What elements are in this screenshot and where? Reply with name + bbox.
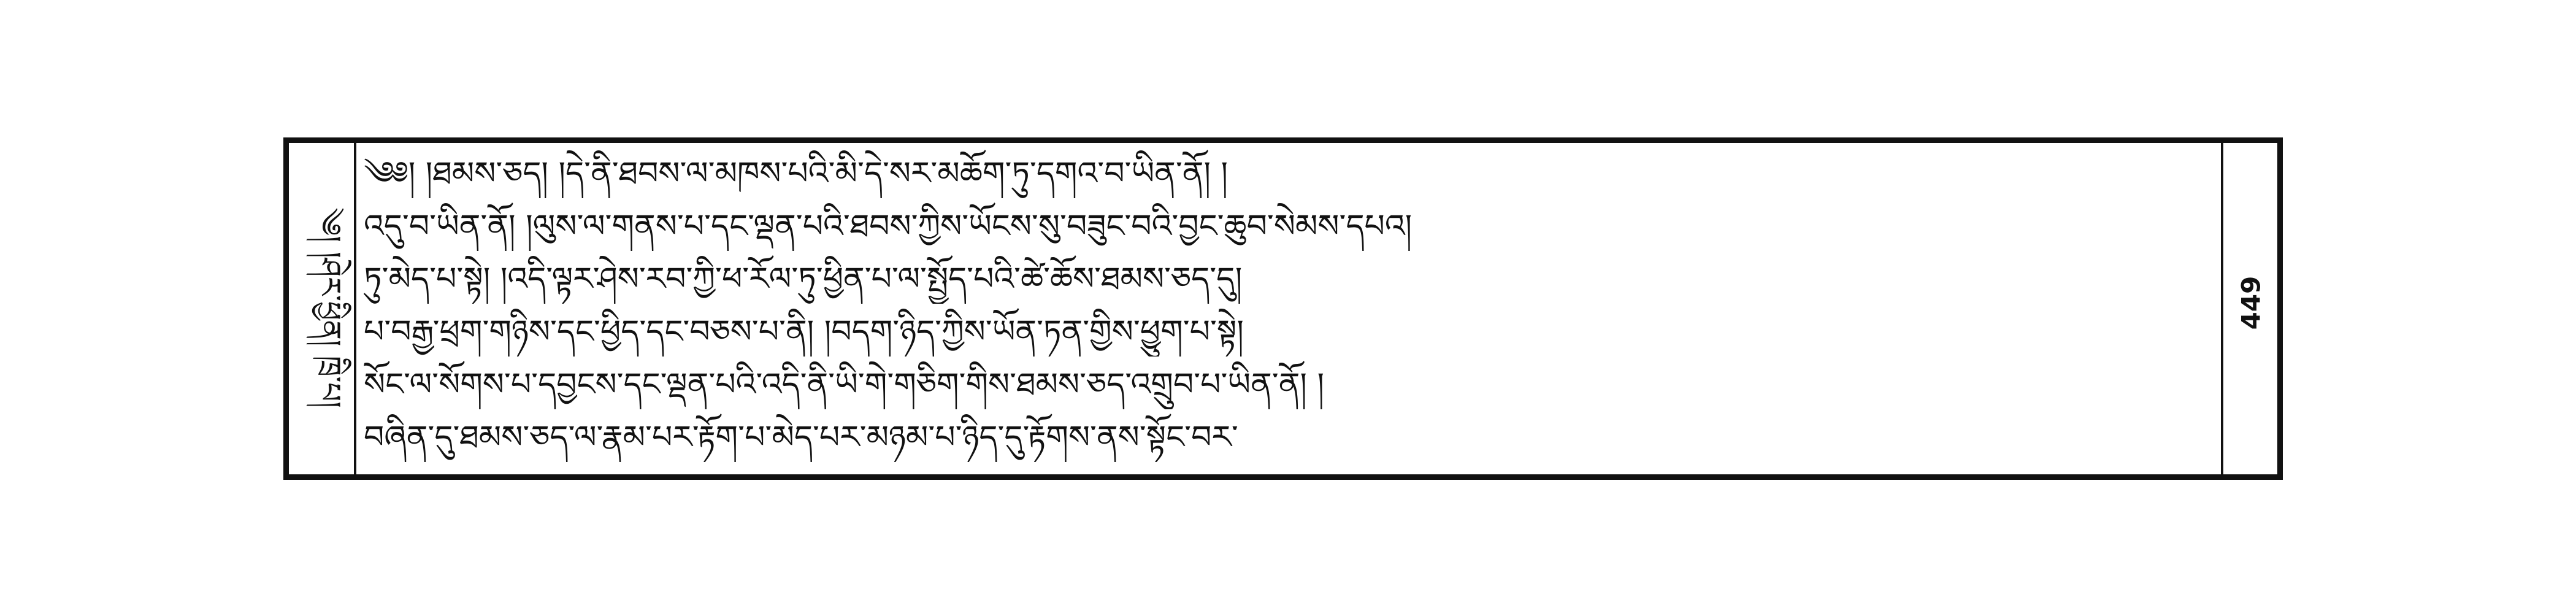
text-line-5: སོང་ལ་སོགས་པ་དབྱངས་དང་ལྡན་པའི་འདི་ནི་ཡི་གེ་གཅིག་གིས་ཐམས་ཅད་འགྲུབ་པ་ཡིན་ནོ། ། xyxy=(364,366,1325,403)
text-block xyxy=(364,149,2216,468)
margin-title xyxy=(294,154,349,461)
margin-title-text: ༄། །ཤེར་ཕྱིན། ཁྲི་པ། xyxy=(312,207,347,408)
text-line-1: ༄༅། །ཐམས་ཅད། །དེ་ནི་ཐབས་ལ་མཁས་པའི་མི་དེ་སར་མཆོག་ཏུ་དགའ་བ་ཡིན་ནོ། ། xyxy=(364,155,1229,192)
text-line-2: འདུ་བ་ཡིན་ནོ། །ལུས་ལ་གནས་པ་དང་ལྡན་པའི་ཐབས་ཀྱིས་ཡོངས་སུ་བཟུང་བའི་བྱང་ཆུབ་སེམས་དཔའ། xyxy=(364,208,1413,245)
right-margin xyxy=(2221,143,2277,474)
folio-frame xyxy=(283,137,2283,480)
left-margin xyxy=(289,143,356,474)
text-line-6: བཞིན་དུ་ཐམས་ཅད་ལ་རྣམ་པར་རྟོག་པ་མེད་པར་མཉམ་པ་ཉིད་དུ་རྟོགས་ནས་སྟོང་བར་ xyxy=(364,419,1238,456)
text-line-4: པ་བརྒྱ་ཕྲག་གཉིས་དང་ཕྱིད་དང་བཅས་པ་ནི། །བདག་ཉིད་ཀྱིས་ཡོན་ཏན་གྱིས་ཕྱུག་པ་སྟེ། xyxy=(364,314,1244,350)
page-number xyxy=(2229,260,2272,345)
text-line-3: ཏུ་མེད་པ་སྟེ། །འདི་ལྟར་ཤེས་རབ་ཀྱི་ཕ་རོལ་ཏུ་ཕྱིན་པ་ལ་སྤྱོད་པའི་ཚེ་ཆོས་ཐམས་ཅད་དུ། xyxy=(364,261,1243,298)
page-number-text: 449 xyxy=(2236,276,2266,330)
